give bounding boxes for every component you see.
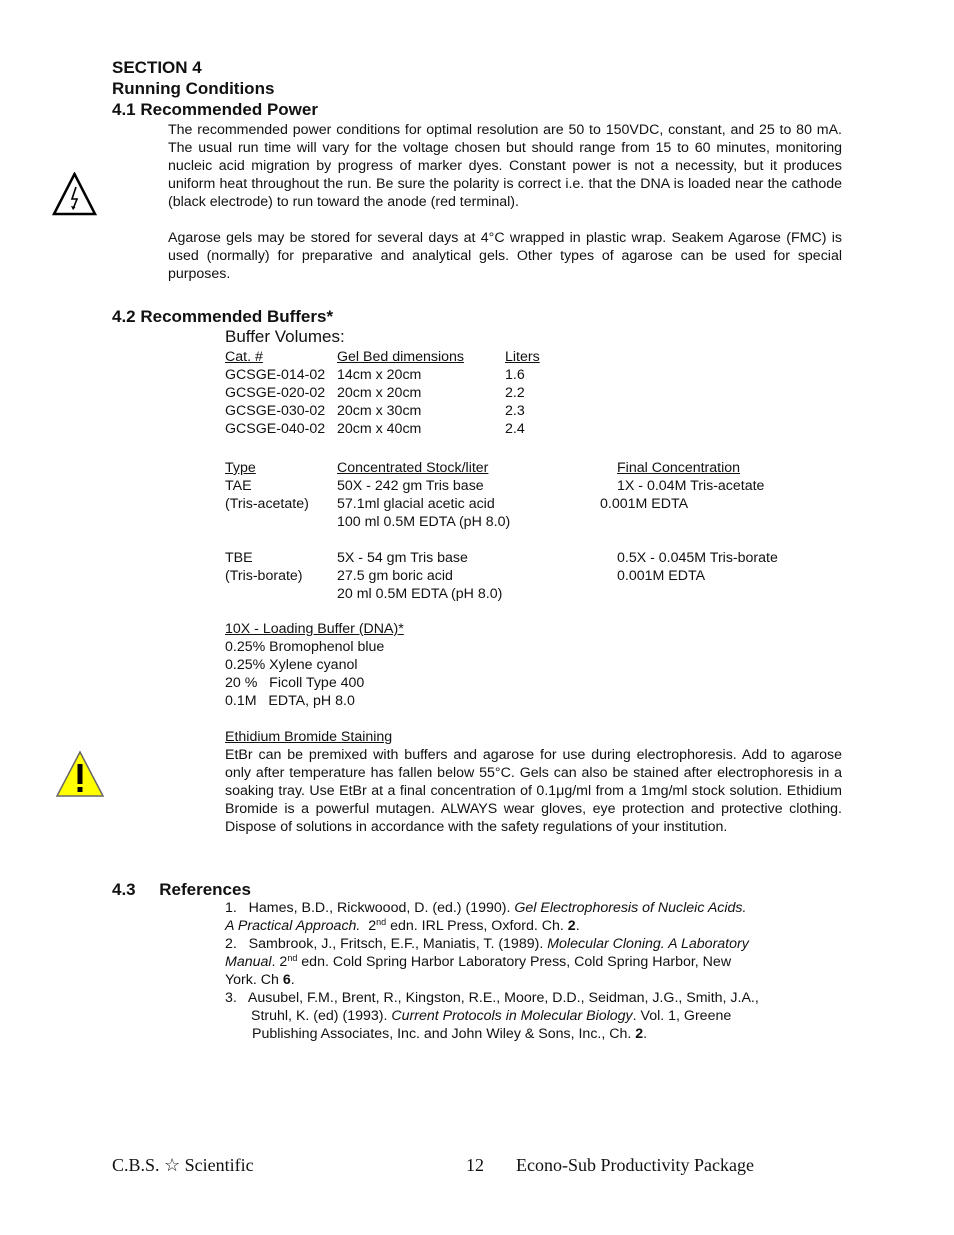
header-liters: Liters: [505, 349, 540, 365]
ref-text: . 2: [271, 954, 288, 970]
gel-bed-dim: 20cm x 30cm: [337, 403, 422, 419]
final-line: 1X - 0.04M Tris-acetate: [617, 478, 765, 494]
heading-recommended-buffers: 4.2 Recommended Buffers*: [112, 307, 334, 326]
buffer-volumes-title: Buffer Volumes:: [225, 327, 345, 346]
ref-text: Publishing Associates, Inc. and John Wiley & Sons, Inc., Ch.: [252, 1026, 636, 1042]
volumes-header-row: [225, 348, 545, 366]
stock-line: 5X - 54 gm Tris base: [337, 550, 468, 566]
ref-title: A Practical Approach.: [225, 918, 361, 934]
header-type: Type: [225, 460, 256, 476]
ref-text: edn. IRL Press, Oxford. Ch.: [386, 918, 568, 934]
final-line: 0.5X - 0.045M Tris-borate: [617, 550, 778, 566]
power-paragraph-2: Agarose gels may be stored for several days at 4°C wrapped in plastic wrap. Seakem Agarose (FMC) is used (normally) for preparative and analytical gels. Other types of agarose can be used for special purposes.: [168, 230, 842, 282]
reference-3-line-3: [252, 1025, 647, 1043]
section-title: Running Conditions: [112, 79, 275, 98]
reference-2-line-1: [225, 935, 749, 953]
etbr-title: Ethidium Bromide Staining: [225, 729, 393, 745]
stock-line: 100 ml 0.5M EDTA (pH 8.0): [337, 514, 511, 530]
ref-chapter: 2: [635, 1026, 644, 1042]
ref-chapter: 2: [567, 918, 576, 934]
ref-text: 1. Hames, B.D., Rickwoood, D. (ed.) (1990).: [225, 900, 515, 916]
ref-text: Struhl, K. (ed) (1993).: [251, 1008, 392, 1024]
reference-3-line-2: [251, 1007, 731, 1025]
final-line: 0.001M EDTA: [600, 496, 689, 512]
ref-title: Gel Electrophoresis of Nucleic Acids.: [514, 900, 747, 916]
loading-buffer-block: [225, 620, 404, 710]
gel-bed-dim: 20cm x 40cm: [337, 421, 422, 437]
reference-3-line-1: 3. Ausubel, F.M., Brent, R., Kingston, R.E., Moore, D.D., Seidman, J.G., Smith, J.A.,: [225, 990, 759, 1006]
header-cat: Cat. #: [225, 349, 263, 365]
list-item: 0.25% Bromophenol blue: [225, 639, 385, 655]
list-item: 0.1M EDTA, pH 8.0: [225, 693, 355, 709]
cat-number: GCSGE-020-02: [225, 385, 326, 401]
stock-line: 20 ml 0.5M EDTA (pH 8.0): [337, 586, 503, 602]
list-item: 20 % Ficoll Type 400: [225, 675, 365, 691]
liters: 2.4: [505, 421, 525, 437]
power-paragraph-1: The recommended power conditions for optimal resolution are 50 to 150VDC, constant, and 25 to 80 mA. The usual run time will vary for the voltage chosen but should range from 15 to 60 minutes, monitoring nucleic acid migration by progress of marker dyes. Constant power is not a necessity, but it produces uniform heat throughout the run. Be sure the polarity is correct i.e. that the DNA is loaded near the cathode (black electrode) to run toward the anode (red terminal).: [168, 122, 842, 210]
liters: 2.3: [505, 403, 525, 419]
caution-warning-icon: [55, 750, 105, 798]
ref-sup: nd: [376, 917, 387, 927]
loading-buffer-title: 10X - Loading Buffer (DNA)*: [225, 621, 404, 637]
buffer-type: TBE: [225, 550, 253, 566]
buffer-type: TAE: [225, 478, 252, 494]
etbr-paragraph: EtBr can be premixed with buffers and agarose for use during electrophoresis. Add to agarose only after temperature has fallen below 55°C. Gels can also be stained after electrophoresis in a soaking tray. Use EtBr at a final concentration of 0.1μg/ml from a 1mg/ml stock solution. Ethidium Bromide is a powerful mutagen. ALWAYS wear gloves, eye protection and protective clothing. Dispose of solutions in accordance with the safety regulations of your institution.: [225, 747, 842, 835]
buffer-type-sub: (Tris-borate): [225, 568, 303, 584]
footer-product: Econo-Sub Productivity Package: [516, 1155, 754, 1175]
header-gel-bed: Gel Bed dimensions: [337, 349, 464, 365]
buffer-type-sub: (Tris-acetate): [225, 496, 309, 512]
ref-title: Current Protocols in Molecular Biology: [391, 1008, 633, 1024]
ref-text: edn. Cold Spring Harbor Laboratory Press, Cold Spring Harbor, New: [297, 954, 732, 970]
cat-number: GCSGE-040-02: [225, 421, 326, 437]
final-line: 0.001M EDTA: [617, 568, 706, 584]
reference-2-line-2: [225, 953, 731, 971]
header-final: Final Concentration: [617, 460, 741, 476]
gel-bed-dim: 14cm x 20cm: [337, 367, 422, 383]
ref-title: Manual: [225, 954, 272, 970]
cat-number: GCSGE-014-02: [225, 367, 326, 383]
ref-text: York. Ch: [225, 972, 283, 988]
reference-1-line-2: [225, 917, 580, 935]
high-voltage-warning-icon: [52, 172, 97, 216]
ref-text: .: [290, 972, 295, 988]
ref-chapter: 6: [282, 972, 291, 988]
heading-references: 4.3 References: [112, 880, 251, 899]
ref-text: .: [575, 918, 580, 934]
reference-1-line-1: [225, 899, 746, 917]
page-number: 12: [466, 1155, 484, 1175]
ref-title: Molecular Cloning. A Laboratory: [547, 936, 749, 952]
heading-recommended-power: 4.1 Recommended Power: [112, 100, 318, 119]
list-item: 0.25% Xylene cyanol: [225, 657, 358, 673]
ref-text: 2: [360, 918, 377, 934]
stock-line: 27.5 gm boric acid: [337, 568, 453, 584]
cat-number: GCSGE-030-02: [225, 403, 326, 419]
buffer-type-table: [225, 459, 845, 609]
buffer-volumes-table: [225, 348, 555, 438]
header-stock: Concentrated Stock/liter: [337, 460, 489, 476]
liters: 1.6: [505, 367, 525, 383]
section-label: SECTION 4: [112, 58, 202, 77]
stock-line: 57.1ml glacial acetic acid: [337, 496, 495, 512]
ref-text: .: [643, 1026, 648, 1042]
ref-sup: nd: [287, 953, 298, 963]
ref-text: 2. Sambrook, J., Fritsch, E.F., Maniatis, T. (1989).: [225, 936, 548, 952]
gel-bed-dim: 20cm x 20cm: [337, 385, 422, 401]
liters: 2.2: [505, 385, 525, 401]
reference-2-line-3: [225, 971, 295, 989]
footer-company: C.B.S. ☆ Scientific: [112, 1155, 254, 1175]
ref-text: . Vol. 1, Greene: [632, 1008, 732, 1024]
stock-line: 50X - 242 gm Tris base: [337, 478, 484, 494]
